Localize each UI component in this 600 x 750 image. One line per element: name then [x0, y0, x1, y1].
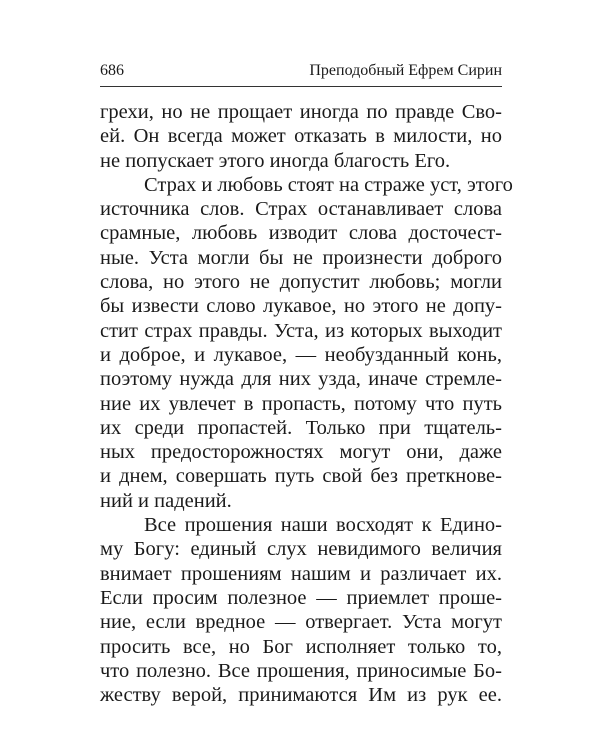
text-line: Если просим полезное — приемлет проше- — [100, 586, 502, 609]
text-line: стит страх правды. Уста, из которых выходит — [100, 319, 502, 342]
text-line: и днем, совершать путь свой без преткнове- — [100, 465, 502, 488]
text-line: срамные, любовь изводит слова досточест- — [100, 222, 502, 245]
text-line: внимает прошениям нашим и различает их. — [100, 562, 502, 585]
text-line: грехи, но не прощает иногда по правде Сво- — [100, 101, 502, 123]
text-line: слова, но этого не допустит любовь; могли — [100, 271, 502, 294]
running-header — [100, 62, 502, 86]
paragraph — [100, 100, 502, 173]
paragraph — [100, 173, 513, 513]
text-line: Все прошения наши восходят к Едино- — [144, 514, 502, 537]
text-line: ные. Уста могли бы не произнести доброго — [100, 246, 502, 269]
text-line: что полезно. Все прошения, приносимые Бо- — [100, 659, 502, 682]
text-line: и доброе, и лукавое, — необузданный конь, — [100, 343, 502, 366]
text-line: ний и падений. — [100, 489, 232, 512]
body-text — [100, 100, 513, 707]
text-line: ние, если вредное — отвергает. Уста могут — [100, 611, 502, 634]
text-line: источника слов. Страх останавливает слова — [100, 198, 502, 221]
text-line: жеству верой, принимаются Им из рук ее. — [100, 684, 502, 707]
page-number: 686 — [100, 62, 124, 79]
text-line: Страх и любовь стоят на страже уст, этого — [144, 173, 513, 196]
running-title: Преподобный Ефрем Сирин — [309, 62, 502, 79]
text-line: просить все, но Бог исполняет только то, — [100, 635, 502, 658]
text-line: ние их увлечет в пропасть, потому что путь — [100, 392, 502, 415]
text-line: не попускает этого иногда благость Его. — [100, 149, 451, 172]
paragraph — [100, 513, 502, 707]
text-line: их среди пропастей. Только при тщатель- — [100, 416, 502, 439]
text-line: ных предосторожностях могут они, даже — [100, 441, 502, 464]
text-line: му Богу: единый слух невидимого величия — [100, 538, 502, 561]
header-rule — [100, 86, 502, 87]
text-line: поэтому нужда для них узда, иначе стремле- — [100, 368, 502, 391]
text-line: бы извести слово лукавое, но этого не допу- — [100, 295, 502, 318]
text-line: ей. Он всегда может отказать в милости, но — [100, 125, 502, 148]
